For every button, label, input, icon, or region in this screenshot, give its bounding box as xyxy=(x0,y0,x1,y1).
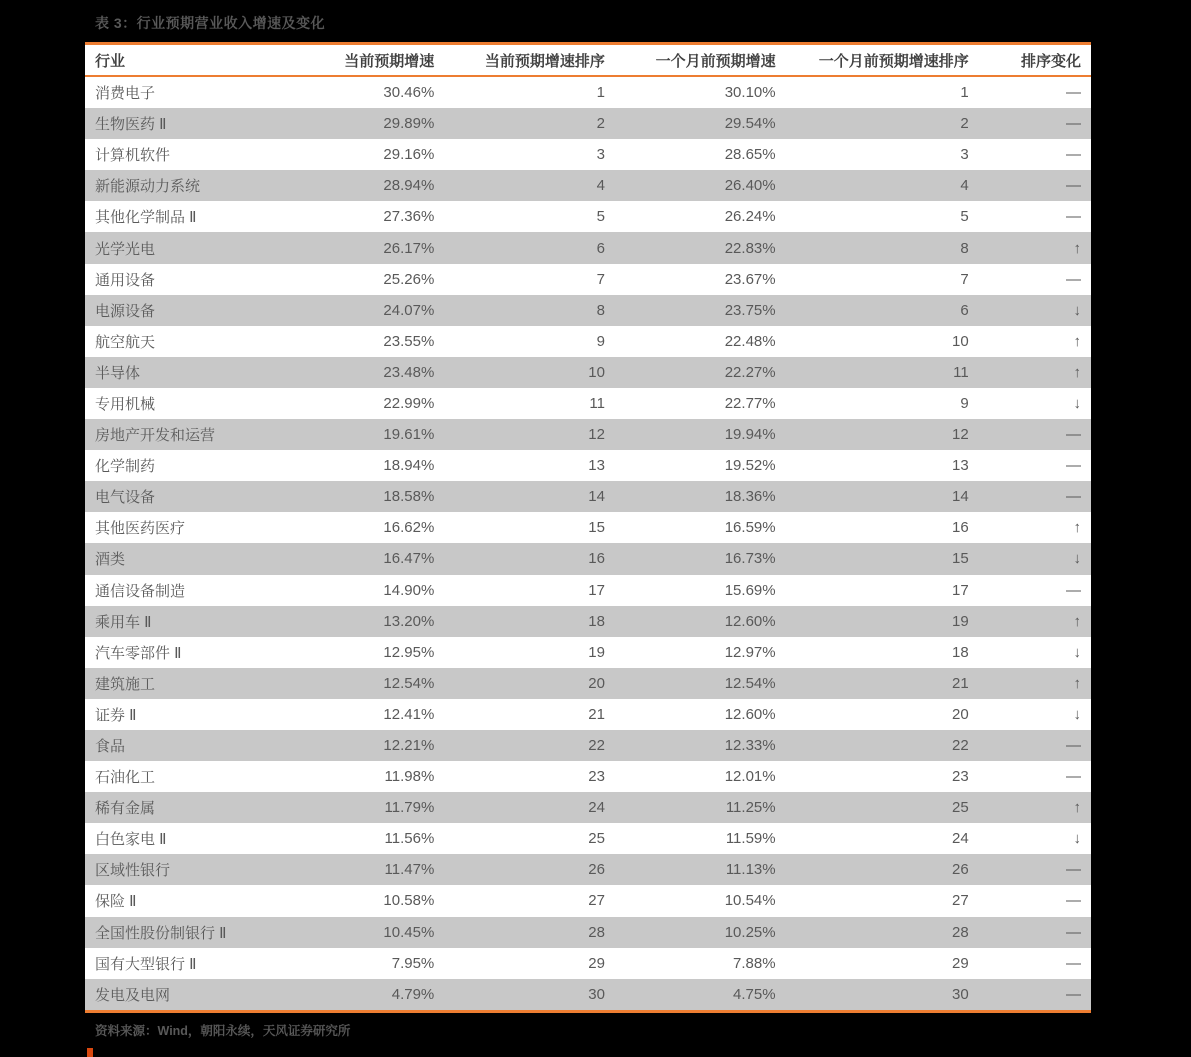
header-rank-change: 排序变化 xyxy=(979,44,1091,77)
prev-growth-cell: 11.13% xyxy=(615,854,786,885)
table-row xyxy=(85,108,1091,139)
prev-growth-cell: 22.83% xyxy=(615,232,786,263)
table-row xyxy=(85,823,1091,854)
current-growth-cell: 29.89% xyxy=(301,108,445,139)
prev-rank-cell: 20 xyxy=(786,699,979,730)
current-growth-cell: 11.79% xyxy=(301,792,445,823)
current-rank-cell: 21 xyxy=(444,699,615,730)
prev-rank-cell: 2 xyxy=(786,108,979,139)
current-growth-cell: 26.17% xyxy=(301,232,445,263)
prev-rank-cell: 16 xyxy=(786,512,979,543)
page-bottom-mark xyxy=(87,1048,93,1057)
current-growth-cell: 12.54% xyxy=(301,668,445,699)
industry-cell: 国有大型银行 Ⅱ xyxy=(85,948,301,979)
header-current-rank: 当前预期增速排序 xyxy=(444,44,615,77)
table-row xyxy=(85,419,1091,450)
prev-growth-cell: 10.25% xyxy=(615,917,786,948)
rank-change-cell: — xyxy=(979,761,1091,792)
industry-cell: 酒类 xyxy=(85,543,301,574)
prev-growth-cell: 10.54% xyxy=(615,885,786,916)
current-rank-cell: 25 xyxy=(444,823,615,854)
prev-rank-cell: 1 xyxy=(786,76,979,108)
prev-growth-cell: 30.10% xyxy=(615,76,786,108)
rank-change-cell: ↑ xyxy=(979,326,1091,357)
table-header-row xyxy=(85,44,1091,77)
industry-cell: 通用设备 xyxy=(85,264,301,295)
industry-cell: 计算机软件 xyxy=(85,139,301,170)
prev-rank-cell: 14 xyxy=(786,481,979,512)
prev-growth-cell: 15.69% xyxy=(615,575,786,606)
industry-cell: 其他化学制品 Ⅱ xyxy=(85,201,301,232)
prev-growth-cell: 22.77% xyxy=(615,388,786,419)
industry-cell: 新能源动力系统 xyxy=(85,170,301,201)
current-growth-cell: 23.48% xyxy=(301,357,445,388)
prev-growth-cell: 23.75% xyxy=(615,295,786,326)
rank-change-cell: — xyxy=(979,419,1091,450)
prev-rank-cell: 8 xyxy=(786,232,979,263)
current-rank-cell: 17 xyxy=(444,575,615,606)
industry-cell: 电气设备 xyxy=(85,481,301,512)
industry-cell: 食品 xyxy=(85,730,301,761)
current-rank-cell: 22 xyxy=(444,730,615,761)
current-growth-cell: 24.07% xyxy=(301,295,445,326)
rank-change-cell: ↓ xyxy=(979,823,1091,854)
rank-change-cell: ↑ xyxy=(979,606,1091,637)
industry-cell: 发电及电网 xyxy=(85,979,301,1012)
table-row xyxy=(85,170,1091,201)
rank-change-cell: — xyxy=(979,917,1091,948)
rank-change-cell: — xyxy=(979,854,1091,885)
prev-rank-cell: 4 xyxy=(786,170,979,201)
industry-cell: 房地产开发和运营 xyxy=(85,419,301,450)
prev-rank-cell: 13 xyxy=(786,450,979,481)
table-row xyxy=(85,979,1091,1012)
current-rank-cell: 20 xyxy=(444,668,615,699)
header-prev-rank: 一个月前预期增速排序 xyxy=(786,44,979,77)
industry-cell: 白色家电 Ⅱ xyxy=(85,823,301,854)
prev-growth-cell: 22.48% xyxy=(615,326,786,357)
current-rank-cell: 4 xyxy=(444,170,615,201)
industry-growth-table xyxy=(85,42,1091,1013)
rank-change-cell: — xyxy=(979,201,1091,232)
industry-cell: 稀有金属 xyxy=(85,792,301,823)
industry-cell: 保险 Ⅱ xyxy=(85,885,301,916)
prev-rank-cell: 29 xyxy=(786,948,979,979)
current-growth-cell: 18.58% xyxy=(301,481,445,512)
prev-growth-cell: 16.73% xyxy=(615,543,786,574)
prev-rank-cell: 9 xyxy=(786,388,979,419)
current-growth-cell: 4.79% xyxy=(301,979,445,1012)
table-row xyxy=(85,139,1091,170)
table-row xyxy=(85,730,1091,761)
industry-cell: 光学光电 xyxy=(85,232,301,263)
prev-growth-cell: 11.59% xyxy=(615,823,786,854)
industry-cell: 生物医药 Ⅱ xyxy=(85,108,301,139)
current-rank-cell: 29 xyxy=(444,948,615,979)
prev-growth-cell: 4.75% xyxy=(615,979,786,1012)
prev-rank-cell: 26 xyxy=(786,854,979,885)
rank-change-cell: — xyxy=(979,170,1091,201)
prev-rank-cell: 15 xyxy=(786,543,979,574)
prev-growth-cell: 28.65% xyxy=(615,139,786,170)
rank-change-cell: — xyxy=(979,948,1091,979)
table-sheet xyxy=(85,0,1091,1057)
prev-growth-cell: 7.88% xyxy=(615,948,786,979)
rank-change-cell: — xyxy=(979,979,1091,1012)
current-growth-cell: 12.21% xyxy=(301,730,445,761)
current-growth-cell: 19.61% xyxy=(301,419,445,450)
industry-cell: 石油化工 xyxy=(85,761,301,792)
table-row xyxy=(85,326,1091,357)
table-row xyxy=(85,201,1091,232)
table-row xyxy=(85,450,1091,481)
current-rank-cell: 18 xyxy=(444,606,615,637)
industry-cell: 半导体 xyxy=(85,357,301,388)
prev-rank-cell: 21 xyxy=(786,668,979,699)
rank-change-cell: — xyxy=(979,730,1091,761)
prev-rank-cell: 24 xyxy=(786,823,979,854)
industry-cell: 汽车零部件 Ⅱ xyxy=(85,637,301,668)
table-row xyxy=(85,854,1091,885)
table-row xyxy=(85,699,1091,730)
current-rank-cell: 11 xyxy=(444,388,615,419)
current-growth-cell: 11.98% xyxy=(301,761,445,792)
current-growth-cell: 16.62% xyxy=(301,512,445,543)
table-row xyxy=(85,637,1091,668)
prev-growth-cell: 12.60% xyxy=(615,699,786,730)
rank-change-cell: ↓ xyxy=(979,543,1091,574)
table-header xyxy=(85,44,1091,77)
prev-growth-cell: 12.54% xyxy=(615,668,786,699)
table-row xyxy=(85,917,1091,948)
current-rank-cell: 5 xyxy=(444,201,615,232)
current-rank-cell: 10 xyxy=(444,357,615,388)
current-growth-cell: 29.16% xyxy=(301,139,445,170)
table-row xyxy=(85,295,1091,326)
industry-cell: 其他医药医疗 xyxy=(85,512,301,543)
industry-cell: 消费电子 xyxy=(85,76,301,108)
rank-change-cell: ↑ xyxy=(979,232,1091,263)
industry-cell: 区域性银行 xyxy=(85,854,301,885)
current-growth-cell: 22.99% xyxy=(301,388,445,419)
table-row xyxy=(85,232,1091,263)
table-title: 表 3：行业预期营业收入增速及变化 xyxy=(95,15,326,31)
current-rank-cell: 12 xyxy=(444,419,615,450)
current-growth-cell: 30.46% xyxy=(301,76,445,108)
current-growth-cell: 13.20% xyxy=(301,606,445,637)
current-growth-cell: 11.47% xyxy=(301,854,445,885)
table-row xyxy=(85,668,1091,699)
current-growth-cell: 10.45% xyxy=(301,917,445,948)
rank-change-cell: ↑ xyxy=(979,357,1091,388)
prev-rank-cell: 18 xyxy=(786,637,979,668)
industry-cell: 证券 Ⅱ xyxy=(85,699,301,730)
prev-rank-cell: 30 xyxy=(786,979,979,1012)
industry-cell: 全国性股份制银行 Ⅱ xyxy=(85,917,301,948)
current-rank-cell: 28 xyxy=(444,917,615,948)
table-row xyxy=(85,357,1091,388)
prev-rank-cell: 22 xyxy=(786,730,979,761)
prev-rank-cell: 17 xyxy=(786,575,979,606)
rank-change-cell: — xyxy=(979,139,1091,170)
header-industry: 行业 xyxy=(85,44,301,77)
rank-change-cell: ↓ xyxy=(979,699,1091,730)
prev-rank-cell: 27 xyxy=(786,885,979,916)
prev-growth-cell: 26.24% xyxy=(615,201,786,232)
table-row xyxy=(85,264,1091,295)
current-rank-cell: 19 xyxy=(444,637,615,668)
prev-growth-cell: 12.97% xyxy=(615,637,786,668)
current-growth-cell: 25.26% xyxy=(301,264,445,295)
table-row xyxy=(85,543,1091,574)
rank-change-cell: — xyxy=(979,450,1091,481)
rank-change-cell: — xyxy=(979,481,1091,512)
prev-rank-cell: 11 xyxy=(786,357,979,388)
industry-cell: 建筑施工 xyxy=(85,668,301,699)
table-row xyxy=(85,512,1091,543)
table-row xyxy=(85,761,1091,792)
prev-rank-cell: 25 xyxy=(786,792,979,823)
current-rank-cell: 27 xyxy=(444,885,615,916)
prev-growth-cell: 19.94% xyxy=(615,419,786,450)
rank-change-cell: ↓ xyxy=(979,388,1091,419)
current-growth-cell: 12.95% xyxy=(301,637,445,668)
prev-growth-cell: 12.33% xyxy=(615,730,786,761)
industry-cell: 航空航天 xyxy=(85,326,301,357)
industry-cell: 化学制药 xyxy=(85,450,301,481)
prev-growth-cell: 22.27% xyxy=(615,357,786,388)
prev-growth-cell: 29.54% xyxy=(615,108,786,139)
current-growth-cell: 27.36% xyxy=(301,201,445,232)
prev-rank-cell: 3 xyxy=(786,139,979,170)
industry-cell: 专用机械 xyxy=(85,388,301,419)
current-rank-cell: 30 xyxy=(444,979,615,1012)
table-row xyxy=(85,575,1091,606)
rank-change-cell: ↑ xyxy=(979,512,1091,543)
current-growth-cell: 16.47% xyxy=(301,543,445,574)
current-rank-cell: 7 xyxy=(444,264,615,295)
prev-growth-cell: 12.01% xyxy=(615,761,786,792)
prev-growth-cell: 12.60% xyxy=(615,606,786,637)
industry-cell: 乘用车 Ⅱ xyxy=(85,606,301,637)
current-growth-cell: 18.94% xyxy=(301,450,445,481)
rank-change-cell: — xyxy=(979,264,1091,295)
current-rank-cell: 26 xyxy=(444,854,615,885)
rank-change-cell: — xyxy=(979,76,1091,108)
prev-growth-cell: 19.52% xyxy=(615,450,786,481)
rank-change-cell: ↑ xyxy=(979,792,1091,823)
current-growth-cell: 11.56% xyxy=(301,823,445,854)
current-growth-cell: 23.55% xyxy=(301,326,445,357)
header-prev-growth: 一个月前预期增速 xyxy=(615,44,786,77)
current-rank-cell: 1 xyxy=(444,76,615,108)
table-row xyxy=(85,948,1091,979)
prev-rank-cell: 10 xyxy=(786,326,979,357)
prev-rank-cell: 6 xyxy=(786,295,979,326)
rank-change-cell: ↓ xyxy=(979,637,1091,668)
prev-growth-cell: 16.59% xyxy=(615,512,786,543)
current-growth-cell: 10.58% xyxy=(301,885,445,916)
current-rank-cell: 23 xyxy=(444,761,615,792)
prev-rank-cell: 12 xyxy=(786,419,979,450)
current-rank-cell: 14 xyxy=(444,481,615,512)
current-growth-cell: 28.94% xyxy=(301,170,445,201)
rank-change-cell: ↑ xyxy=(979,668,1091,699)
table-row xyxy=(85,76,1091,108)
current-rank-cell: 13 xyxy=(444,450,615,481)
table-row xyxy=(85,885,1091,916)
rank-change-cell: — xyxy=(979,575,1091,606)
table-row xyxy=(85,606,1091,637)
industry-cell: 通信设备制造 xyxy=(85,575,301,606)
current-rank-cell: 16 xyxy=(444,543,615,574)
current-growth-cell: 12.41% xyxy=(301,699,445,730)
table-row xyxy=(85,481,1091,512)
current-rank-cell: 8 xyxy=(444,295,615,326)
prev-growth-cell: 18.36% xyxy=(615,481,786,512)
table-body xyxy=(85,76,1091,1011)
current-rank-cell: 6 xyxy=(444,232,615,263)
prev-rank-cell: 7 xyxy=(786,264,979,295)
rank-change-cell: ↓ xyxy=(979,295,1091,326)
prev-rank-cell: 19 xyxy=(786,606,979,637)
current-rank-cell: 3 xyxy=(444,139,615,170)
prev-growth-cell: 23.67% xyxy=(615,264,786,295)
source-note: 资料来源：Wind，朝阳永续，天风证券研究所 xyxy=(95,1024,351,1038)
current-rank-cell: 9 xyxy=(444,326,615,357)
rank-change-cell: — xyxy=(979,108,1091,139)
industry-cell: 电源设备 xyxy=(85,295,301,326)
current-growth-cell: 14.90% xyxy=(301,575,445,606)
current-rank-cell: 15 xyxy=(444,512,615,543)
table-row xyxy=(85,792,1091,823)
prev-rank-cell: 28 xyxy=(786,917,979,948)
rank-change-cell: — xyxy=(979,885,1091,916)
current-growth-cell: 7.95% xyxy=(301,948,445,979)
prev-growth-cell: 26.40% xyxy=(615,170,786,201)
table-row xyxy=(85,388,1091,419)
prev-rank-cell: 23 xyxy=(786,761,979,792)
prev-growth-cell: 11.25% xyxy=(615,792,786,823)
prev-rank-cell: 5 xyxy=(786,201,979,232)
current-rank-cell: 2 xyxy=(444,108,615,139)
header-current-growth: 当前预期增速 xyxy=(301,44,445,77)
current-rank-cell: 24 xyxy=(444,792,615,823)
